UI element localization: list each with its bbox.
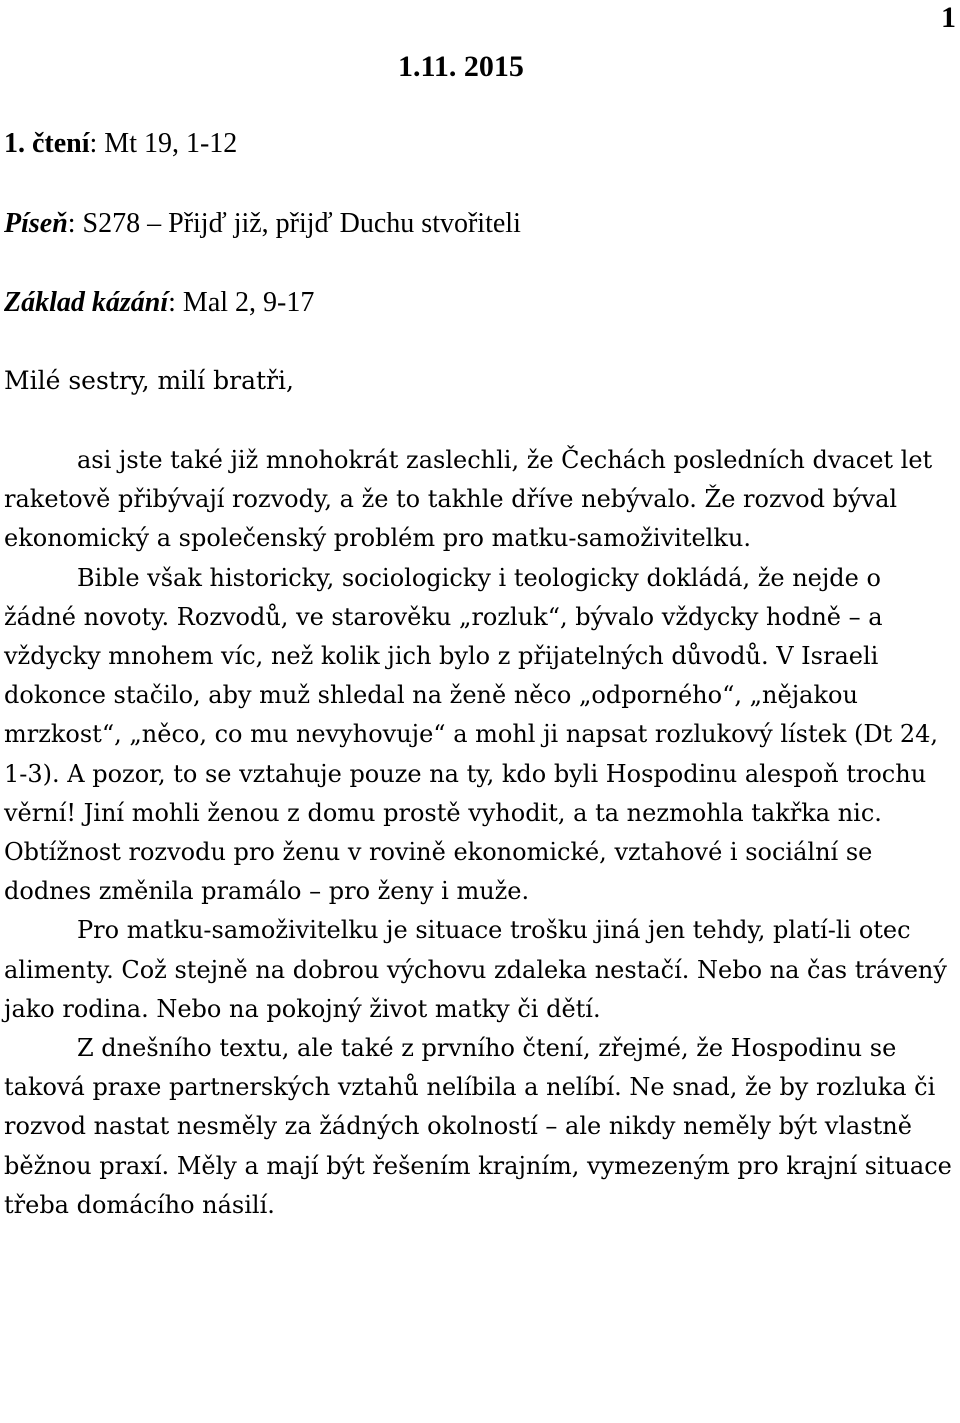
- sermon-basis-value: : Mal 2, 9-17: [168, 287, 315, 318]
- sermon-basis-line: [4, 286, 314, 320]
- reading-line: [4, 127, 237, 161]
- song-value: : S278 – Přijď již, přijď Duchu stvořiteli: [67, 208, 521, 239]
- paragraph: Z dnešního textu, ale také z prvního čtení, zřejmé, že Hospodinu se taková praxe partnerských vztahů nelíbila a nelíbí. Ne snad, že by rozluka či rozvod nastat nesměly za žádných okolností – ale nikdy neměly být vlastně běžnou praxí. Měly a mají být řešením krajním, vymezeným pro krajní situace třeba domácího násilí.: [4, 1034, 952, 1219]
- paragraph: Bible však historicky, sociologicky i teologicky dokládá, že nejde o žádné novoty. Rozvodů, ve starověku „rozluk“, bývalo vždycky hodně – a vždycky mnohem víc, než kolik jich bylo z přijatelných důvodů. V Israeli dokonce stačilo, aby muž shledal na ženě něco „odporného“, „nějakou mrzkost“, „něco, co mu nevyhovuje“ a mohl ji napsat rozlukový lístek (Dt 24, 1-3). A pozor, to se vztahuje pouze na ty, kdo byli Hospodinu alespoň trochu věrní! Jiní mohli ženou z domu prostě vyhodit, a ta nezmohla takřka nic. Obtížnost rozvodu pro ženu v rovině ekonomické, vztahové i sociální se dodnes změnila pramálo – pro ženy i muže.: [4, 563, 939, 906]
- reading-value: : Mt 19, 1-12: [89, 128, 238, 159]
- sermon-basis-label: Základ kázání: [4, 287, 169, 318]
- song-line: [4, 207, 521, 241]
- reading-label: 1. čtení: [4, 128, 90, 159]
- page-number: 1: [941, 1, 956, 34]
- sermon-date: 1.11. 2015: [398, 50, 524, 83]
- paragraph: asi jste také již mnohokrát zaslechli, že Čechách posledních dvacet let raketově přibývají rozvody, a že to takhle dříve nebývalo. Že rozvod býval ekonomický a společenský problém pro matku-samoživitelku.: [4, 446, 933, 553]
- greeting: Milé sestry, milí bratři,: [4, 366, 294, 395]
- paragraph: Pro matku-samoživitelku je situace trošku jiná jen tehdy, platí-li otec alimenty. Což stejně na dobrou výchovu zdaleka nestačí. Nebo na čas trávený jako rodina. Nebo na pokojný život matky či dětí.: [4, 916, 947, 1023]
- song-label: Píseň: [4, 208, 68, 239]
- sermon-body: [4, 441, 956, 1225]
